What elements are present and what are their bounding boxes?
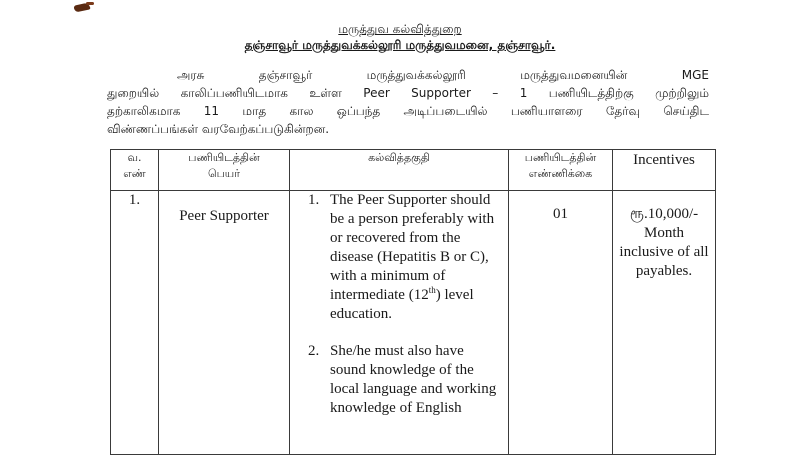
incentive-note: inclusive of all payables. — [619, 244, 709, 279]
header-qualification — [290, 150, 509, 191]
notice-line: துறையில் காலிப்பணியிடமாக உள்ள Peer Supporter – 1 பணியிடத்திற்கு முற்றிலும் — [107, 86, 709, 100]
header-post-count — [509, 150, 613, 191]
header-text: எண் — [123, 167, 146, 180]
table-row — [111, 191, 716, 455]
header-text: பணியிடத்தின் — [524, 151, 597, 164]
cell-post-count: 01 — [509, 191, 613, 455]
item-number: 1. — [308, 192, 320, 208]
header-text: வ. — [127, 151, 142, 164]
department-heading: மருத்துவ கல்வித்துறை — [338, 22, 462, 36]
header-text: பெயர் — [208, 167, 240, 180]
header-text: Incentives — [633, 152, 695, 168]
notice-line: விண்ணப்பங்கள் வரவேற்கப்படுகின்றன. — [107, 122, 330, 136]
vacancy-table — [110, 149, 716, 455]
cell-serial: 1. — [111, 191, 159, 455]
header-post-name — [159, 150, 290, 191]
item-text: She/he must also have sound knowledge of the local language and working knowledge of English — [330, 343, 497, 416]
qualification-list — [290, 191, 508, 418]
incentive-period: Month — [643, 225, 684, 241]
cell-qualification — [290, 191, 509, 455]
cell-post-name: Peer Supporter — [159, 191, 290, 455]
incentive-amount: ரூ.10,000/- — [629, 206, 699, 222]
superscript: th — [428, 285, 436, 295]
header-serial — [111, 150, 159, 191]
item-text: ) level education. — [330, 287, 474, 322]
institution-heading: தஞ்சாவூர் மருத்துவக்கல்லூரி மருத்துவமனை, தஞ்சாவூர். — [244, 38, 556, 52]
item-text: The Peer Supporter should be a person preferably with or recovered from the disease (Hepatitis B or C), with a minimum of intermediate (12 — [330, 192, 495, 303]
header-text: எண்ணிக்கை — [528, 167, 593, 180]
qualification-item — [290, 191, 508, 324]
cell-incentives — [613, 191, 716, 455]
header-text: பணியிடத்தின் — [188, 151, 260, 164]
header-text: கல்வித்தகுதி — [368, 151, 430, 164]
notice-paragraph — [107, 66, 709, 138]
notice-line: தற்காலிகமாக 11 மாத கால ஒப்பந்த அடிப்படையில் பணியாளரை தேர்வு செய்திட — [107, 104, 709, 118]
qualification-item — [290, 342, 508, 418]
header-incentives — [613, 150, 716, 191]
item-number: 2. — [308, 343, 320, 359]
notice-line: அரசு தஞ்சாவூர் மருத்துவக்கல்லூரி மருத்துவமனையின் MGE — [177, 68, 709, 82]
table-header-row — [111, 150, 716, 191]
ink-mark — [86, 2, 94, 5]
